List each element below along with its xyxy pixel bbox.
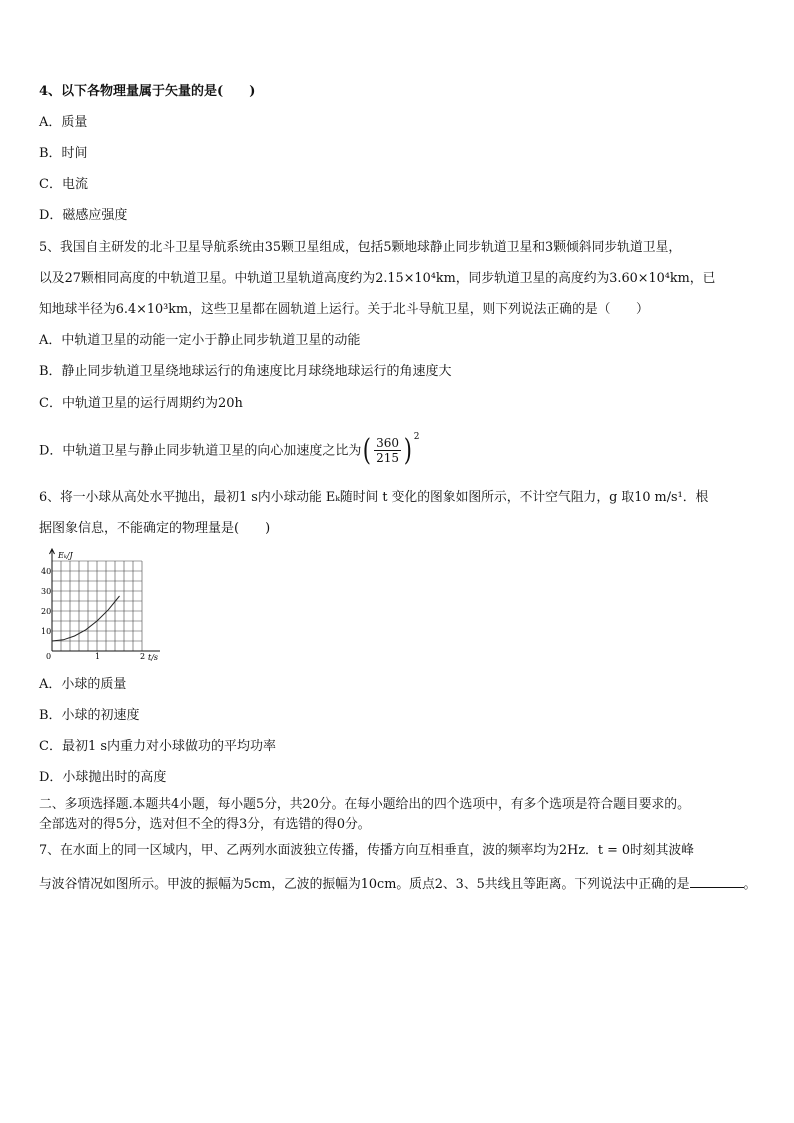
q5-option-c: C．中轨道卫星的运行周期约为20h [39, 396, 243, 411]
q6-option-d: D．小球抛出时的高度 [39, 770, 167, 785]
q5-option-b: B．静止同步轨道卫星绕地球运行的角速度比月球绕地球运行的角速度大 [39, 364, 452, 379]
question-7-line-2 [39, 875, 756, 893]
y-axis-label: Eₖ/J [58, 551, 73, 560]
q4-option-b: B．时间 [39, 146, 88, 161]
x-tick-label: 1 [95, 652, 101, 661]
fraction-denominator: 215 [376, 451, 400, 466]
q4-option-c: C．电流 [39, 177, 88, 192]
ek-time-chart [36, 548, 166, 668]
fraction-numerator: 360 [376, 436, 400, 451]
q4-option-a: A．质量 [39, 115, 88, 130]
q5-option-a: A．中轨道卫星的动能一定小于静止同步轨道卫星的动能 [39, 333, 361, 348]
x-tick-label: 2 [140, 652, 146, 661]
y-tick-label: 40 [41, 567, 52, 576]
question-7-line-1: 7、在水面上的同一区域内，甲、乙两列水面波独立传播，传播方向互相垂直，波的频率均为2Hz．t = 0时刻其波峰 [39, 843, 694, 858]
question-5-line-3: 知地球半径为6.4×10³km，这些卫星都在圆轨道上运行。关于北斗导航卫星，则下列说法正确的是（ ） [39, 302, 649, 317]
y-tick-label: 30 [41, 587, 52, 596]
question-6-line-2: 据图象信息，不能确定的物理量是( ) [39, 521, 271, 536]
q5-option-d-text: D．中轨道卫星与静止同步轨道卫星的向心加速度之比为 [39, 443, 362, 459]
answer-blank [690, 875, 744, 888]
section-2-line-1: 二、多项选择题.本题共4小题，每小题5分，共20分。在每小题给出的四个选项中，有多个选项是符合题目要求的。 [39, 797, 690, 812]
question-7-line-2-text: 与波谷情况如图所示。甲波的振幅为5cm，乙波的振幅为10cm。质点2、3、5共线且等距离。下列说法中正确的是 [39, 877, 690, 892]
x-axis-label: t/s [148, 653, 159, 662]
question-5-line-1: 5、我国自主研发的北斗卫星导航系统由35颗卫星组成，包括5颗地球静止同步轨道卫星和3颗倾斜同步轨道卫星， [39, 240, 682, 255]
left-paren: ( [363, 432, 372, 468]
question-6-line-1: 6、将一小球从高处水平抛出，最初1 s内小球动能 Eₖ随时间 t 变化的图象如图所示，不计空气阻力，g 取10 m/s¹．根 [39, 490, 709, 505]
origin-label: 0 [46, 652, 52, 661]
q6-option-a: A．小球的质量 [39, 677, 127, 692]
y-tick-label: 20 [41, 607, 52, 616]
fraction [374, 436, 401, 465]
question-5-line-2: 以及27颗相同高度的中轨道卫星。中轨道卫星轨道高度约为2.15×10⁴km，同步轨道卫星的高度约为3.60×10⁴km，已 [39, 271, 716, 286]
chart-grid [52, 561, 142, 651]
q6-option-c: C．最初1 s内重力对小球做功的平均功率 [39, 739, 277, 754]
right-paren: ) [403, 432, 413, 468]
q5-option-d [39, 432, 420, 466]
question-7-line-2-end: 。 [743, 877, 757, 892]
q4-option-d: D．磁感应强度 [39, 208, 128, 223]
ek-curve [52, 596, 120, 641]
y-tick-label: 10 [41, 627, 52, 636]
chart-axes [50, 549, 161, 651]
section-2-line-2: 全部选对的得5分，选对但不全的得3分，有选错的得0分。 [39, 817, 371, 832]
q6-option-b: B．小球的初速度 [39, 708, 140, 723]
exponent: 2 [413, 432, 420, 442]
question-4-stem: 4、以下各物理量属于矢量的是( ) [39, 84, 256, 99]
